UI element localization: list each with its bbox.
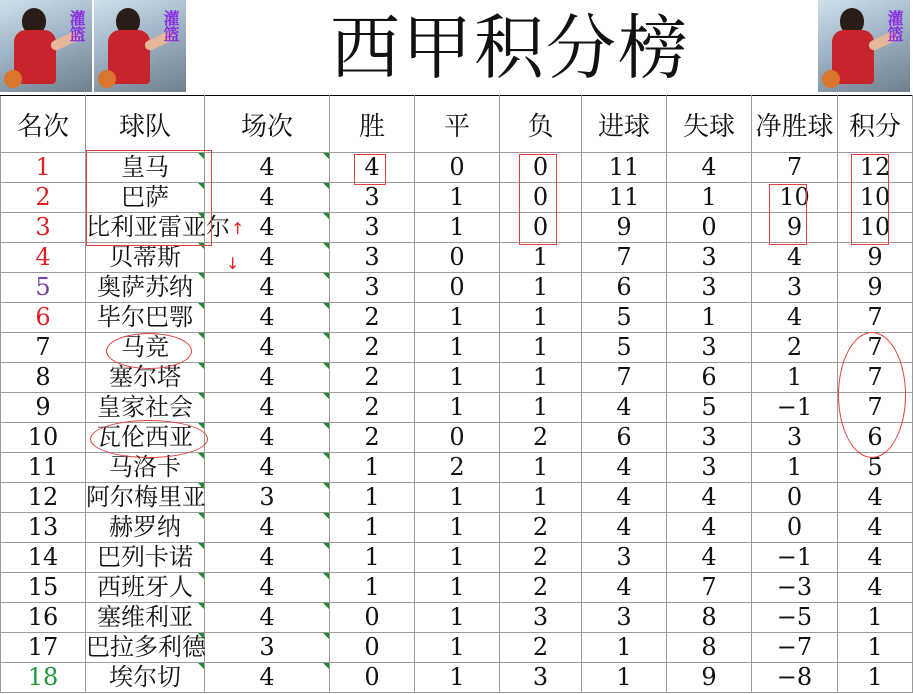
- lost-cell: 0: [500, 183, 582, 213]
- goal-diff-cell: 1: [752, 363, 838, 393]
- goals-against-cell: 9: [667, 663, 752, 693]
- team-cell: 马洛卡: [86, 453, 205, 483]
- rank-cell: 2: [1, 183, 86, 213]
- goals-for-cell: 7: [582, 243, 667, 273]
- cell-corner-marker: [198, 333, 204, 339]
- cell-corner-marker: [323, 153, 329, 159]
- goal-diff-cell: −8: [752, 663, 838, 693]
- cell-corner-marker: [198, 573, 204, 579]
- lost-cell: 2: [500, 513, 582, 543]
- drawn-cell: 1: [415, 483, 500, 513]
- cell-corner-marker: [198, 483, 204, 489]
- won-cell: 2: [330, 333, 415, 363]
- drawn-cell: 1: [415, 603, 500, 633]
- drawn-cell: 0: [415, 243, 500, 273]
- table-row: [1, 363, 913, 393]
- header-drawn: 平: [415, 96, 500, 153]
- goal-diff-cell: −7: [752, 633, 838, 663]
- standings-table: [0, 95, 913, 693]
- team-cell: 巴列卡诺: [86, 543, 205, 573]
- cell-corner-marker: [323, 573, 329, 579]
- rank-cell: 10: [1, 423, 86, 453]
- drawn-cell: 1: [415, 303, 500, 333]
- table-row: [1, 573, 913, 603]
- table-row: [1, 543, 913, 573]
- table-row: [1, 333, 913, 363]
- points-cell: 9: [838, 273, 913, 303]
- avatar-brand-text: 灌篮: [161, 10, 180, 42]
- lost-cell: 1: [500, 393, 582, 423]
- won-cell: 1: [330, 483, 415, 513]
- goals-against-cell: 7: [667, 573, 752, 603]
- rank-cell: 3: [1, 213, 86, 243]
- rank-cell: 9: [1, 393, 86, 423]
- goal-diff-cell: −5: [752, 603, 838, 633]
- goals-against-cell: 8: [667, 603, 752, 633]
- table-row: [1, 663, 913, 693]
- played-cell: 4: [205, 513, 330, 543]
- goal-diff-cell: 0: [752, 483, 838, 513]
- goal-diff-cell: 4: [752, 243, 838, 273]
- goal-diff-cell: 0: [752, 513, 838, 543]
- goals-against-cell: 4: [667, 543, 752, 573]
- won-cell: 2: [330, 363, 415, 393]
- played-cell: 4: [205, 543, 330, 573]
- goals-against-cell: 5: [667, 393, 752, 423]
- cell-corner-marker: [323, 513, 329, 519]
- table-row: [1, 423, 913, 453]
- played-cell: 4: [205, 573, 330, 603]
- header-goals-for: 进球: [582, 96, 667, 153]
- points-cell: 7: [838, 393, 913, 423]
- lost-cell: 2: [500, 543, 582, 573]
- goals-for-cell: 5: [582, 333, 667, 363]
- table-row: [1, 603, 913, 633]
- points-cell: 4: [838, 573, 913, 603]
- table-row: [1, 483, 913, 513]
- header-goal-diff: 净胜球: [752, 96, 838, 153]
- points-cell: 6: [838, 423, 913, 453]
- goals-against-cell: 1: [667, 303, 752, 333]
- rank-cell: 5: [1, 273, 86, 303]
- team-cell: 皇家社会: [86, 393, 205, 423]
- cell-corner-marker: [323, 543, 329, 549]
- played-cell: 4: [205, 453, 330, 483]
- cell-corner-marker: [323, 303, 329, 309]
- table-row: [1, 513, 913, 543]
- goals-against-cell: 3: [667, 273, 752, 303]
- team-cell: 赫罗纳: [86, 513, 205, 543]
- points-cell: 1: [838, 633, 913, 663]
- cell-corner-marker: [198, 273, 204, 279]
- goal-diff-cell: −1: [752, 543, 838, 573]
- lost-cell: 2: [500, 573, 582, 603]
- won-cell: 4: [330, 153, 415, 183]
- won-cell: 3: [330, 183, 415, 213]
- cell-corner-marker: [198, 453, 204, 459]
- goals-for-cell: 4: [582, 483, 667, 513]
- team-cell: 比利亚雷亚尔: [86, 213, 230, 241]
- cell-corner-marker: [198, 363, 204, 369]
- avatar-brand-text: 灌篮: [885, 10, 904, 42]
- points-cell: 12: [838, 153, 913, 183]
- rank-cell: 11: [1, 453, 86, 483]
- won-cell: 2: [330, 303, 415, 333]
- header-played: 场次: [205, 96, 330, 153]
- played-cell: 4: [205, 213, 330, 243]
- table-row: [1, 243, 913, 273]
- goal-diff-cell: 2: [752, 333, 838, 363]
- goals-against-cell: 4: [667, 483, 752, 513]
- trend-down-arrow-icon: ↓: [226, 254, 240, 273]
- team-cell: 马竞: [86, 333, 205, 363]
- points-cell: 7: [838, 333, 913, 363]
- won-cell: 1: [330, 453, 415, 483]
- lost-cell: 1: [500, 483, 582, 513]
- goal-diff-cell: 7: [752, 153, 838, 183]
- cell-corner-marker: [323, 333, 329, 339]
- goals-against-cell: 4: [667, 513, 752, 543]
- goals-for-cell: 7: [582, 363, 667, 393]
- lost-cell: 1: [500, 453, 582, 483]
- goals-for-cell: 11: [582, 183, 667, 213]
- lost-cell: 1: [500, 363, 582, 393]
- table-row: [1, 393, 913, 423]
- cell-corner-marker: [198, 393, 204, 399]
- won-cell: 3: [330, 213, 415, 243]
- goals-for-cell: 6: [582, 273, 667, 303]
- goals-for-cell: 1: [582, 633, 667, 663]
- cell-corner-marker: [323, 603, 329, 609]
- table-row: [1, 183, 913, 213]
- goal-diff-cell: −1: [752, 393, 838, 423]
- cell-corner-marker: [198, 663, 204, 669]
- goals-for-cell: 3: [582, 603, 667, 633]
- played-cell: 3: [205, 483, 330, 513]
- cell-corner-marker: [198, 183, 204, 189]
- points-cell: 4: [838, 483, 913, 513]
- points-cell: 1: [838, 603, 913, 633]
- played-cell: 4: [205, 183, 330, 213]
- drawn-cell: 1: [415, 543, 500, 573]
- goals-against-cell: 1: [667, 183, 752, 213]
- drawn-cell: 1: [415, 333, 500, 363]
- table-row: [1, 153, 913, 183]
- played-cell: 4: [205, 153, 330, 183]
- cell-corner-marker: [198, 603, 204, 609]
- won-cell: 1: [330, 543, 415, 573]
- played-cell: 4: [205, 393, 330, 423]
- played-cell: 4: [205, 303, 330, 333]
- cell-corner-marker: [323, 423, 329, 429]
- won-cell: 3: [330, 243, 415, 273]
- rank-cell: 7: [1, 333, 86, 363]
- rank-cell: 16: [1, 603, 86, 633]
- table-row: [1, 633, 913, 663]
- page-title: 西甲积分榜: [330, 7, 690, 89]
- drawn-cell: 0: [415, 423, 500, 453]
- played-cell: 4: [205, 663, 330, 693]
- avatar-brand-text: 灌篮: [67, 10, 86, 42]
- drawn-cell: 1: [415, 633, 500, 663]
- drawn-cell: 1: [415, 363, 500, 393]
- cell-corner-marker: [198, 423, 204, 429]
- lost-cell: 2: [500, 633, 582, 663]
- points-cell: 4: [838, 543, 913, 573]
- player-avatar-image: [818, 0, 910, 92]
- points-cell: 4: [838, 513, 913, 543]
- rank-cell: 4: [1, 243, 86, 273]
- won-cell: 2: [330, 423, 415, 453]
- drawn-cell: 1: [415, 513, 500, 543]
- table-row: [1, 213, 913, 243]
- trend-up-arrow-icon: ↑: [231, 219, 245, 238]
- points-cell: 7: [838, 363, 913, 393]
- won-cell: 3: [330, 273, 415, 303]
- cell-corner-marker: [198, 213, 204, 219]
- cell-corner-marker: [198, 243, 204, 249]
- rank-cell: 1: [1, 153, 86, 183]
- goals-against-cell: 3: [667, 453, 752, 483]
- header-lost: 负: [500, 96, 582, 153]
- cell-corner-marker: [323, 453, 329, 459]
- header-row: [1, 96, 913, 153]
- goals-against-cell: 0: [667, 213, 752, 243]
- cell-corner-marker: [198, 303, 204, 309]
- goals-against-cell: 6: [667, 363, 752, 393]
- header-won: 胜: [330, 96, 415, 153]
- played-cell: 4: [205, 423, 330, 453]
- cell-corner-marker: [198, 153, 204, 159]
- lost-cell: 2: [500, 423, 582, 453]
- drawn-cell: 2: [415, 453, 500, 483]
- cell-corner-marker: [323, 663, 329, 669]
- rank-cell: 13: [1, 513, 86, 543]
- goal-diff-cell: 4: [752, 303, 838, 333]
- rank-cell: 8: [1, 363, 86, 393]
- goal-diff-cell: 3: [752, 273, 838, 303]
- points-cell: 9: [838, 243, 913, 273]
- drawn-cell: 1: [415, 183, 500, 213]
- goal-diff-cell: 1: [752, 453, 838, 483]
- team-cell: 巴萨: [86, 183, 205, 213]
- points-cell: 7: [838, 303, 913, 333]
- header-team: 球队: [86, 96, 205, 153]
- team-cell: 西班牙人: [86, 573, 205, 603]
- standings-body: [1, 153, 913, 693]
- team-cell: 瓦伦西亚: [86, 423, 205, 453]
- team-cell: 巴拉多利德: [86, 633, 206, 661]
- cell-corner-marker: [323, 633, 329, 639]
- goals-for-cell: 5: [582, 303, 667, 333]
- goals-for-cell: 4: [582, 573, 667, 603]
- rank-cell: 15: [1, 573, 86, 603]
- team-cell: 塞维利亚: [86, 603, 205, 633]
- drawn-cell: 0: [415, 153, 500, 183]
- title-band: [0, 0, 913, 95]
- lost-cell: 3: [500, 663, 582, 693]
- won-cell: 2: [330, 393, 415, 423]
- rank-cell: 12: [1, 483, 86, 513]
- header-points: 积分: [838, 96, 913, 153]
- goals-against-cell: 3: [667, 423, 752, 453]
- goals-for-cell: 4: [582, 393, 667, 423]
- lost-cell: 1: [500, 273, 582, 303]
- played-cell: 4: [205, 603, 330, 633]
- points-cell: 1: [838, 663, 913, 693]
- won-cell: 0: [330, 663, 415, 693]
- won-cell: 1: [330, 513, 415, 543]
- goals-for-cell: 3: [582, 543, 667, 573]
- player-avatar-image: [94, 0, 186, 92]
- team-cell: 贝蒂斯: [86, 243, 205, 273]
- goals-for-cell: 4: [582, 513, 667, 543]
- played-cell: 4: [205, 333, 330, 363]
- lost-cell: 3: [500, 603, 582, 633]
- goals-against-cell: 8: [667, 633, 752, 663]
- cell-corner-marker: [323, 243, 329, 249]
- goal-diff-cell: −3: [752, 573, 838, 603]
- drawn-cell: 1: [415, 393, 500, 423]
- points-cell: 5: [838, 453, 913, 483]
- cell-corner-marker: [323, 363, 329, 369]
- cell-corner-marker: [323, 393, 329, 399]
- table-row: [1, 273, 913, 303]
- goal-diff-cell: 10: [752, 183, 838, 213]
- goals-against-cell: 3: [667, 243, 752, 273]
- drawn-cell: 1: [415, 213, 500, 243]
- goals-for-cell: 6: [582, 423, 667, 453]
- won-cell: 0: [330, 633, 415, 663]
- played-cell: 3: [205, 633, 330, 663]
- won-cell: 1: [330, 573, 415, 603]
- goals-for-cell: 11: [582, 153, 667, 183]
- player-avatar-image: [0, 0, 92, 92]
- goal-diff-cell: 9: [752, 213, 838, 243]
- cell-corner-marker: [323, 213, 329, 219]
- goals-against-cell: 4: [667, 153, 752, 183]
- team-cell: 毕尔巴鄂: [86, 303, 205, 333]
- team-cell: 奥萨苏纳: [86, 273, 205, 303]
- drawn-cell: 1: [415, 663, 500, 693]
- lost-cell: 1: [500, 333, 582, 363]
- drawn-cell: 1: [415, 573, 500, 603]
- goal-diff-cell: 3: [752, 423, 838, 453]
- table-row: [1, 453, 913, 483]
- won-cell: 0: [330, 603, 415, 633]
- played-cell: 4: [205, 243, 330, 273]
- goals-for-cell: 9: [582, 213, 667, 243]
- cell-corner-marker: [323, 183, 329, 189]
- goals-against-cell: 3: [667, 333, 752, 363]
- team-cell: 埃尔切: [86, 663, 205, 693]
- header-rank: 名次: [1, 96, 86, 153]
- points-cell: 10: [838, 183, 913, 213]
- lost-cell: 1: [500, 243, 582, 273]
- lost-cell: 0: [500, 153, 582, 183]
- cell-corner-marker: [323, 483, 329, 489]
- team-cell: 阿尔梅里亚: [86, 483, 206, 511]
- goals-for-cell: 4: [582, 453, 667, 483]
- rank-cell: 17: [1, 633, 86, 663]
- points-cell: 10: [838, 213, 913, 243]
- cell-corner-marker: [198, 633, 204, 639]
- rank-cell: 18: [1, 663, 86, 693]
- table-row: [1, 303, 913, 333]
- cell-corner-marker: [198, 513, 204, 519]
- team-cell: 塞尔塔: [86, 363, 205, 393]
- cell-corner-marker: [323, 273, 329, 279]
- drawn-cell: 0: [415, 273, 500, 303]
- played-cell: 4: [205, 273, 330, 303]
- rank-cell: 14: [1, 543, 86, 573]
- played-cell: 4: [205, 363, 330, 393]
- lost-cell: 0: [500, 213, 582, 243]
- team-cell: 皇马: [86, 153, 205, 183]
- header-goals-against: 失球: [667, 96, 752, 153]
- cell-corner-marker: [198, 543, 204, 549]
- rank-cell: 6: [1, 303, 86, 333]
- goals-for-cell: 1: [582, 663, 667, 693]
- lost-cell: 1: [500, 303, 582, 333]
